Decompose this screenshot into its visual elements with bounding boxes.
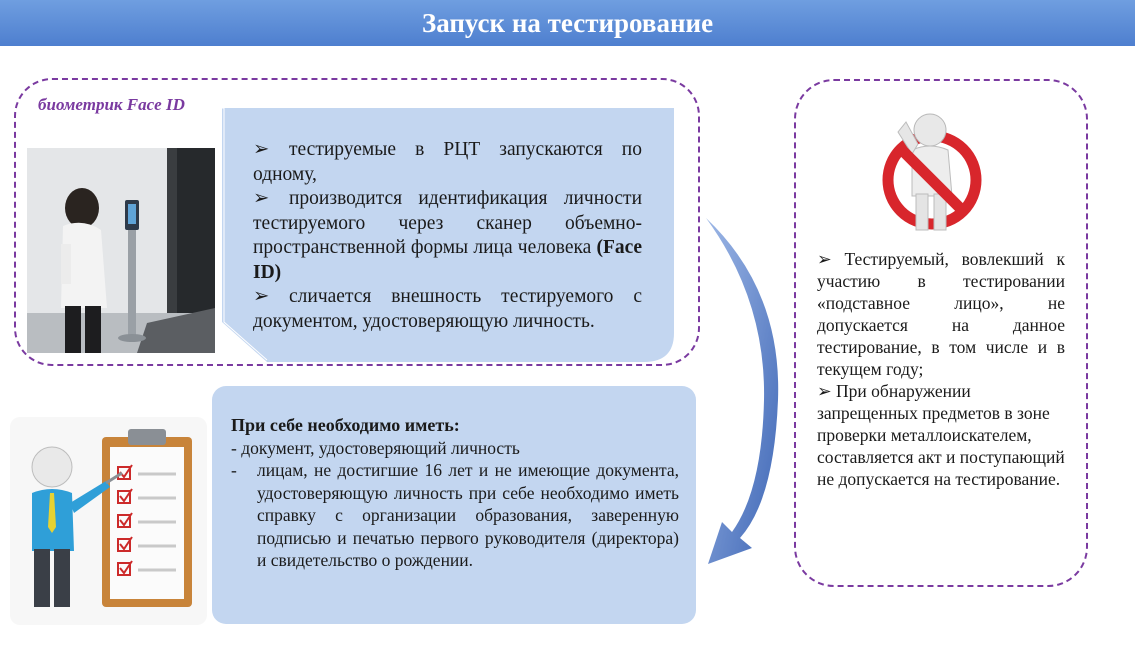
item-text: сличается внешность тестируемого с документом, удостоверяющую личность. <box>253 286 642 332</box>
list-item <box>253 187 642 285</box>
biometric-label: биометрик Face ID <box>38 95 185 114</box>
bullet-arrow-icon: ➢ <box>817 381 832 401</box>
list-item <box>817 380 1065 490</box>
prohibited-person-icon <box>878 104 986 240</box>
checklist-person-icon <box>10 417 207 625</box>
documents-list <box>231 414 679 572</box>
item-text: производится идентификация личности тестируемого через сканер объемно-пространственной формы лица человека <box>253 188 642 258</box>
list-item <box>253 285 642 334</box>
checklist-card <box>10 417 207 625</box>
page-title: Запуск на тестирование <box>421 7 714 38</box>
bullet-arrow-icon: ➢ <box>253 139 270 160</box>
documents-heading: При себе необходимо иметь: <box>231 415 460 435</box>
list-item <box>253 138 642 187</box>
dash-marker: - <box>231 460 237 480</box>
identification-list <box>253 138 642 334</box>
bullet-arrow-icon: ➢ <box>253 188 270 209</box>
title-bar <box>0 0 1135 46</box>
list-item <box>817 248 1065 380</box>
item-text: лицам, не достигшие 16 лет и не имеющие документа, удостоверяющую личность при себе необходимо иметь справку с организации образования, заверенную подписью и печатью первого руководителя (директора) и свидетельство о рождении. <box>257 460 679 570</box>
list-item <box>231 459 679 572</box>
face-id-photo <box>27 148 215 353</box>
bullet-arrow-icon: ➢ <box>253 286 270 307</box>
bullet-arrow-icon: ➢ <box>817 249 832 269</box>
item-text: тестируемые в РЦТ запускаются по одному, <box>253 139 642 185</box>
prohibition-list <box>817 248 1065 490</box>
face-id-term: (Face ID) <box>253 237 642 283</box>
item-text: Тестируемый, вовлекший к участию в тестировании «подставное лицо», не допускается на данное тестирование, в том числе и в текущем году; <box>817 249 1065 379</box>
list-item: - документ, удостоверяющий личность <box>231 437 520 458</box>
item-text: При обнаружении запрещенных предметов в зоне проверки металлоискателем, составляется акт и поступающий не допускается на тестирование. <box>817 381 1065 489</box>
